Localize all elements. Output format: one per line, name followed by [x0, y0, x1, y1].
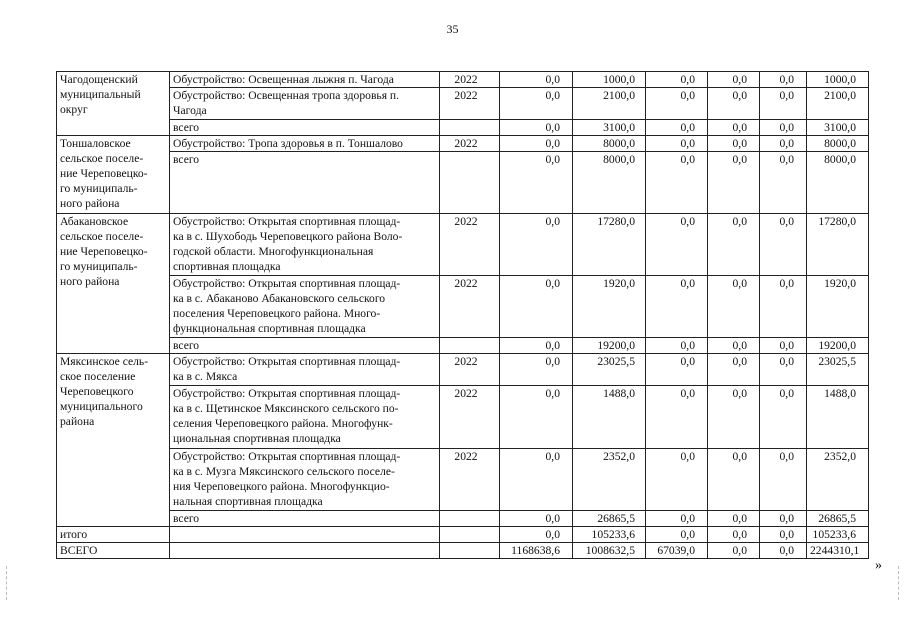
amount-cell: 0,0 — [760, 276, 807, 338]
closing-quote: » — [875, 558, 882, 573]
amount-cell: 0,0 — [646, 511, 708, 527]
margin-mark — [6, 566, 8, 600]
amount-cell: 0,0 — [500, 214, 573, 276]
amount-cell: 23025,5 — [807, 354, 869, 386]
amount-cell: 23025,5 — [573, 354, 646, 386]
amount-cell: 1920,0 — [807, 276, 869, 338]
table-row — [57, 354, 869, 386]
amount-cell: 1000,0 — [807, 72, 869, 88]
amount-cell: 2352,0 — [807, 449, 869, 511]
region-cell: ВСЕГО — [57, 543, 170, 559]
total-label-cell — [170, 543, 440, 559]
amount-cell: 0,0 — [500, 449, 573, 511]
total-label-cell: всего — [170, 511, 440, 527]
amount-cell: 0,0 — [708, 527, 760, 543]
amount-cell: 105233,6 — [807, 527, 869, 543]
amount-cell: 0,0 — [646, 72, 708, 88]
region-cell: итого — [57, 527, 170, 543]
table-row — [57, 449, 869, 511]
region-cell: Тоншаловское сельское поселе- ние Череповецко- го муниципаль- ного района — [57, 136, 170, 214]
amount-cell: 0,0 — [760, 543, 807, 559]
year-cell — [440, 152, 500, 214]
amount-cell: 0,0 — [500, 276, 573, 338]
amount-cell: 0,0 — [760, 338, 807, 354]
year-cell — [440, 543, 500, 559]
amount-cell: 26865,5 — [573, 511, 646, 527]
table-row — [57, 152, 869, 214]
region-cell: Абакановское сельское поселе- ние Череповецко- го муниципаль- ного района — [57, 214, 170, 354]
table-row — [57, 276, 869, 338]
object-cell: Обустройство: Открытая спортивная площад- ка в с. Абаканово Абакановского сельского поселения Череповецкого района. Много- функциональная спортивная площадка — [170, 276, 440, 338]
amount-cell: 0,0 — [500, 136, 573, 152]
amount-cell: 2100,0 — [573, 88, 646, 120]
amount-cell: 105233,6 — [573, 527, 646, 543]
amount-cell: 0,0 — [760, 120, 807, 136]
region-cell: Чагодощенский муниципальный округ — [57, 72, 170, 136]
total-label-cell: всего — [170, 152, 440, 214]
table-row — [57, 527, 869, 543]
amount-cell: 1488,0 — [573, 386, 646, 449]
amount-cell: 0,0 — [646, 214, 708, 276]
object-cell: Обустройство: Открытая спортивная площад- ка в с. Щетинское Мяксинского сельского по- селения Череповецкого района. Многофунк- циональная спортивная площадка — [170, 386, 440, 449]
amount-cell: 1008632,5 — [573, 543, 646, 559]
year-cell: 2022 — [440, 449, 500, 511]
year-cell: 2022 — [440, 214, 500, 276]
amount-cell: 0,0 — [646, 386, 708, 449]
amount-cell: 0,0 — [500, 527, 573, 543]
amount-cell: 0,0 — [646, 449, 708, 511]
year-cell — [440, 527, 500, 543]
amount-cell: 0,0 — [500, 152, 573, 214]
amount-cell: 8000,0 — [807, 136, 869, 152]
table-row — [57, 88, 869, 120]
object-cell: Обустройство: Тропа здоровья в п. Тоншалово — [170, 136, 440, 152]
table-row — [57, 543, 869, 559]
margin-mark — [898, 566, 900, 600]
amount-cell: 1000,0 — [573, 72, 646, 88]
amount-cell: 19200,0 — [573, 338, 646, 354]
page-number: 35 — [446, 22, 459, 36]
amount-cell: 0,0 — [646, 338, 708, 354]
amount-cell: 0,0 — [500, 72, 573, 88]
amount-cell: 1488,0 — [807, 386, 869, 449]
amount-cell: 0,0 — [708, 511, 760, 527]
amount-cell: 17280,0 — [573, 214, 646, 276]
amount-cell: 0,0 — [760, 214, 807, 276]
amount-cell: 0,0 — [708, 338, 760, 354]
amount-cell: 0,0 — [500, 88, 573, 120]
amount-cell: 26865,5 — [807, 511, 869, 527]
amount-cell: 8000,0 — [573, 136, 646, 152]
amount-cell: 0,0 — [646, 276, 708, 338]
year-cell: 2022 — [440, 136, 500, 152]
year-cell — [440, 120, 500, 136]
object-cell: Обустройство: Открытая спортивная площад- ка в с. Мякса — [170, 354, 440, 386]
amount-cell: 0,0 — [708, 72, 760, 88]
amount-cell: 0,0 — [500, 354, 573, 386]
table-row — [57, 386, 869, 449]
amount-cell: 67039,0 — [646, 543, 708, 559]
amount-cell: 0,0 — [708, 449, 760, 511]
amount-cell: 0,0 — [708, 136, 760, 152]
amount-cell: 8000,0 — [807, 152, 869, 214]
amount-cell: 0,0 — [646, 88, 708, 120]
amount-cell: 0,0 — [500, 511, 573, 527]
amount-cell: 1920,0 — [573, 276, 646, 338]
amount-cell: 0,0 — [760, 449, 807, 511]
amount-cell: 1168638,6 — [500, 543, 573, 559]
object-cell: Обустройство: Открытая спортивная площад- ка в с. Музга Мяксинского сельского поселе- ния Череповецкого района. Многофункцио- нальная спортивная площадка — [170, 449, 440, 511]
table-row — [57, 214, 869, 276]
amount-cell: 0,0 — [760, 511, 807, 527]
amount-cell: 0,0 — [760, 354, 807, 386]
amount-cell: 0,0 — [646, 120, 708, 136]
year-cell — [440, 511, 500, 527]
object-cell: Обустройство: Открытая спортивная площад- ка в с. Шухободь Череповецкого района Воло- годской области. Многофункциональная спортивная площадка — [170, 214, 440, 276]
year-cell: 2022 — [440, 386, 500, 449]
region-cell: Мяксинское сель- ское поселение Череповецкого муниципального района — [57, 354, 170, 527]
object-cell: Обустройство: Освещенная тропа здоровья п. Чагода — [170, 88, 440, 120]
budget-table — [56, 71, 869, 559]
total-label-cell: всего — [170, 120, 440, 136]
amount-cell: 0,0 — [760, 88, 807, 120]
amount-cell: 0,0 — [708, 354, 760, 386]
year-cell: 2022 — [440, 276, 500, 338]
amount-cell: 0,0 — [708, 543, 760, 559]
amount-cell: 17280,0 — [807, 214, 869, 276]
year-cell — [440, 338, 500, 354]
amount-cell: 0,0 — [708, 276, 760, 338]
amount-cell: 0,0 — [708, 152, 760, 214]
amount-cell: 2244310,1 — [807, 543, 869, 559]
amount-cell: 0,0 — [646, 527, 708, 543]
table-row — [57, 136, 869, 152]
amount-cell: 0,0 — [760, 527, 807, 543]
amount-cell: 0,0 — [760, 136, 807, 152]
amount-cell: 0,0 — [500, 120, 573, 136]
amount-cell: 0,0 — [760, 72, 807, 88]
amount-cell: 0,0 — [708, 88, 760, 120]
amount-cell: 0,0 — [708, 120, 760, 136]
total-label-cell: всего — [170, 338, 440, 354]
table-row — [57, 120, 869, 136]
amount-cell: 2352,0 — [573, 449, 646, 511]
object-cell: Обустройство: Освещенная лыжня п. Чагода — [170, 72, 440, 88]
amount-cell: 3100,0 — [807, 120, 869, 136]
year-cell: 2022 — [440, 88, 500, 120]
table-row — [57, 338, 869, 354]
year-cell: 2022 — [440, 354, 500, 386]
amount-cell: 0,0 — [646, 152, 708, 214]
amount-cell: 2100,0 — [807, 88, 869, 120]
amount-cell: 0,0 — [760, 386, 807, 449]
table-row — [57, 511, 869, 527]
table-row — [57, 72, 869, 88]
amount-cell: 0,0 — [646, 136, 708, 152]
total-label-cell — [170, 527, 440, 543]
year-cell: 2022 — [440, 72, 500, 88]
amount-cell: 0,0 — [760, 152, 807, 214]
amount-cell: 8000,0 — [573, 152, 646, 214]
amount-cell: 0,0 — [500, 338, 573, 354]
amount-cell: 0,0 — [646, 354, 708, 386]
amount-cell: 0,0 — [708, 386, 760, 449]
amount-cell: 0,0 — [500, 386, 573, 449]
amount-cell: 0,0 — [708, 214, 760, 276]
amount-cell: 3100,0 — [573, 120, 646, 136]
amount-cell: 19200,0 — [807, 338, 869, 354]
